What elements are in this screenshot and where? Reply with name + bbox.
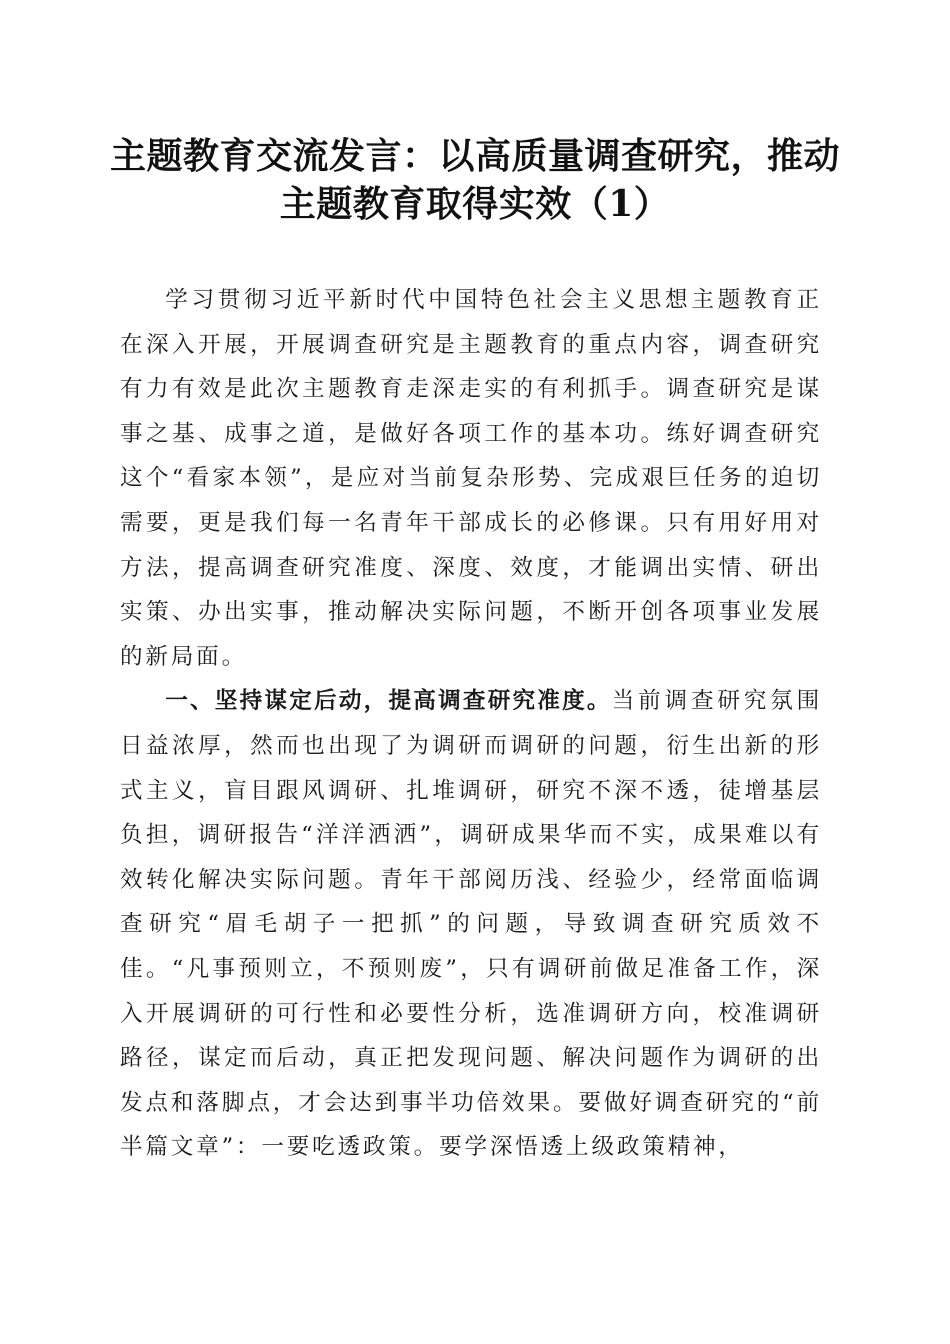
section-one-body: 当前调查研究氛围日益浓厚，然而也出现了为调研而调研的问题，衍生出新的形式主义，盲目跟风调研、扎堆调研，研究不深不透，徒增基层负担，调研报告“洋洋洒洒”，调研成果华而不实，成果难以有效转化解决实际问题。青年干部阅历浅、经验少，经常面临调查研究“眉毛胡子一把抓”的问题，导致调查研究质效不佳。“凡事预则立，不预则废”，只有调研前做足准备工作，深入开展调研的可行性和必要性分析，选准调研方向，校准调研路径，谋定而后动，真正把发现问题、解决问题作为调研的出发点和落脚点，才会达到事半功倍效果。要做好调查研究的“前半篇文章”：一要吃透政策。要学深悟透上级政策精神，: [120, 688, 822, 1161]
paragraph-intro: 学习贯彻习近平新时代中国特色社会主义思想主题教育正在深入开展，开展调查研究是主题教育的重点内容，调查研究有力有效是此次主题教育走深走实的有利抓手。调查研究是谋事之基、成事之道，是做好各项工作的基本功。练好调查研究这个“看家本领”，是应对当前复杂形势、完成艰巨任务的迫切需要，更是我们每一名青年干部成长的必修课。只有用好用对方法，提高调查研究准度、深度、效度，才能调出实情、研出实策、办出实事，推动解决实际问题，不断开创各项事业发展的新局面。: [120, 287, 822, 670]
title-line-1: 主题教育交流发言：以高质量调查研究，推动: [110, 135, 841, 177]
title-line-2: 主题教育取得实效（1）: [279, 183, 671, 225]
document-title: [110, 132, 840, 228]
paragraph-section-one: [120, 679, 822, 1170]
document-body: [120, 278, 822, 1170]
section-one-heading: 一、坚持谋定后动，提高调查研究准度。: [165, 688, 612, 715]
